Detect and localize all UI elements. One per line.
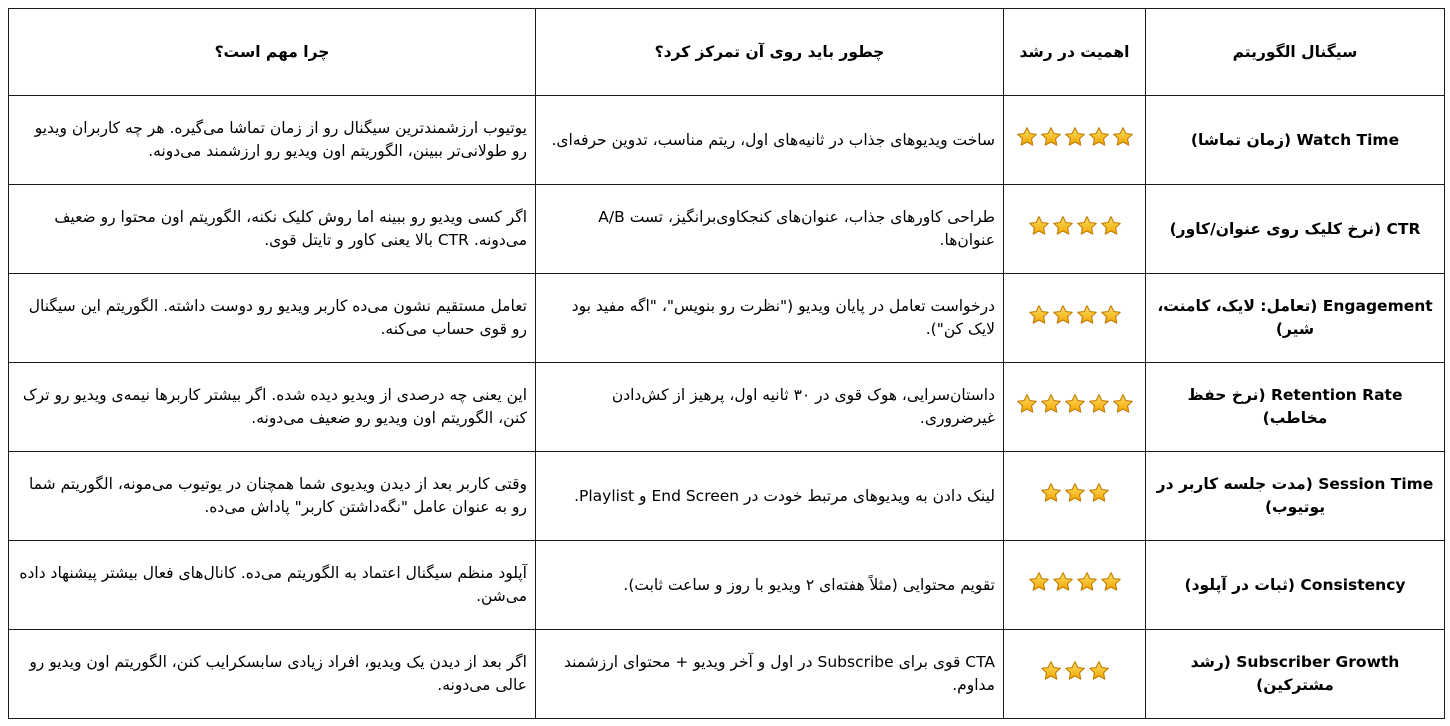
signal-cell: Engagement (تعامل: لایک، کامنت، شیر) [1146, 274, 1445, 363]
how-cell: داستان‌سرایی، هوک قوی در ۳۰ ثانیه اول، پرهیز از کش‌دادن غیرضروری. [536, 363, 1004, 452]
table-row [9, 96, 1445, 185]
header-how: چطور باید روی آن تمرکز کرد؟ [536, 9, 1004, 96]
star-icon [1028, 215, 1050, 237]
star-rating [1028, 571, 1122, 593]
star-icon [1064, 126, 1086, 148]
star-rating [1016, 126, 1134, 148]
star-icon [1052, 571, 1074, 593]
star-icon [1040, 393, 1062, 415]
table-row [9, 452, 1445, 541]
star-icon [1100, 304, 1122, 326]
rating-cell [1004, 452, 1146, 541]
star-icon [1088, 482, 1110, 504]
signal-cell: Watch Time (زمان تماشا) [1146, 96, 1445, 185]
star-icon [1112, 393, 1134, 415]
table-row [9, 185, 1445, 274]
header-why: چرا مهم است؟ [9, 9, 536, 96]
star-icon [1076, 215, 1098, 237]
algorithm-signals-table [8, 8, 1445, 719]
signal-cell: Subscriber Growth (رشد مشترکین) [1146, 630, 1445, 719]
star-icon [1112, 126, 1134, 148]
why-cell: یوتیوب ارزشمندترین سیگنال رو از زمان تماشا می‌گیره. هر چه کاربران ویدیو رو طولانی‌تر ببینن، الگوریتم اون ویدیو رو ارزشمند می‌دونه. [9, 96, 536, 185]
why-cell: این یعنی چه درصدی از ویدیو دیده شده. اگر بیشتر کاربرها نیمه‌ی ویدیو رو ترک کنن، الگوریتم اون ویدیو رو ضعیف می‌دونه. [9, 363, 536, 452]
star-rating [1040, 660, 1110, 682]
rating-cell [1004, 96, 1146, 185]
why-cell: اگر کسی ویدیو رو ببینه اما روش کلیک نکنه، الگوریتم اون محتوا رو ضعیف می‌دونه. CTR بالا یعنی کاور و تایتل قوی. [9, 185, 536, 274]
signal-cell: Retention Rate (نرخ حفظ مخاطب) [1146, 363, 1445, 452]
why-cell: تعامل مستقیم نشون می‌ده کاربر ویدیو رو دوست داشته. الگوریتم این سیگنال رو قوی حساب می‌کنه. [9, 274, 536, 363]
star-icon [1016, 393, 1038, 415]
table-row [9, 274, 1445, 363]
star-icon [1052, 215, 1074, 237]
signal-cell: Session Time (مدت جلسه کاربر در یوتیوب) [1146, 452, 1445, 541]
how-cell: CTA قوی برای Subscribe در اول و آخر ویدیو + محتوای ارزشمند مداوم. [536, 630, 1004, 719]
rating-cell [1004, 274, 1146, 363]
how-cell: ساخت ویدیوهای جذاب در ثانیه‌های اول، ریتم مناسب، تدوین حرفه‌ای. [536, 96, 1004, 185]
rating-cell [1004, 630, 1146, 719]
how-cell: طراحی کاورهای جذاب، عنوان‌های کنجکاوی‌برانگیز، تست A/B عنوان‌ها. [536, 185, 1004, 274]
star-icon [1088, 393, 1110, 415]
star-rating [1040, 482, 1110, 504]
star-icon [1064, 393, 1086, 415]
how-cell: تقویم محتوایی (مثلاً هفته‌ای ۲ ویدیو با روز و ساعت ثابت). [536, 541, 1004, 630]
star-icon [1016, 126, 1038, 148]
header-signal: سیگنال الگوریتم [1146, 9, 1445, 96]
why-cell: اگر بعد از دیدن یک ویدیو، افراد زیادی سابسکرایب کنن، الگوریتم اون ویدیو رو عالی می‌دونه. [9, 630, 536, 719]
header-row [9, 9, 1445, 96]
rating-cell [1004, 541, 1146, 630]
star-icon [1040, 660, 1062, 682]
star-rating [1028, 215, 1122, 237]
star-icon [1100, 571, 1122, 593]
star-icon [1088, 126, 1110, 148]
signal-cell: CTR (نرخ کلیک روی عنوان/کاور) [1146, 185, 1445, 274]
star-icon [1040, 126, 1062, 148]
star-icon [1052, 304, 1074, 326]
header-importance: اهمیت در رشد [1004, 9, 1146, 96]
how-cell: لینک دادن به ویدیوهای مرتبط خودت در End Screen و Playlist. [536, 452, 1004, 541]
star-icon [1064, 482, 1086, 504]
star-icon [1076, 571, 1098, 593]
table-row [9, 630, 1445, 719]
rating-cell [1004, 185, 1146, 274]
star-icon [1088, 660, 1110, 682]
star-icon [1076, 304, 1098, 326]
star-icon [1100, 215, 1122, 237]
star-icon [1040, 482, 1062, 504]
why-cell: آپلود منظم سیگنال اعتماد به الگوریتم می‌ده. کانال‌های فعال بیشتر پیشنهاد داده می‌شن. [9, 541, 536, 630]
table-row [9, 363, 1445, 452]
star-rating [1028, 304, 1122, 326]
star-icon [1028, 571, 1050, 593]
signal-cell: Consistency (ثبات در آپلود) [1146, 541, 1445, 630]
star-icon [1064, 660, 1086, 682]
why-cell: وقتی کاربر بعد از دیدن ویدیوی شما همچنان در یوتیوب می‌مونه، الگوریتم شما رو به عنوان عامل "نگه‌داشتن کاربر" پاداش می‌ده. [9, 452, 536, 541]
table-row [9, 541, 1445, 630]
rating-cell [1004, 363, 1146, 452]
star-icon [1028, 304, 1050, 326]
how-cell: درخواست تعامل در پایان ویدیو ("نظرت رو بنویس"، "اگه مفید بود لایک کن"). [536, 274, 1004, 363]
star-rating [1016, 393, 1134, 415]
